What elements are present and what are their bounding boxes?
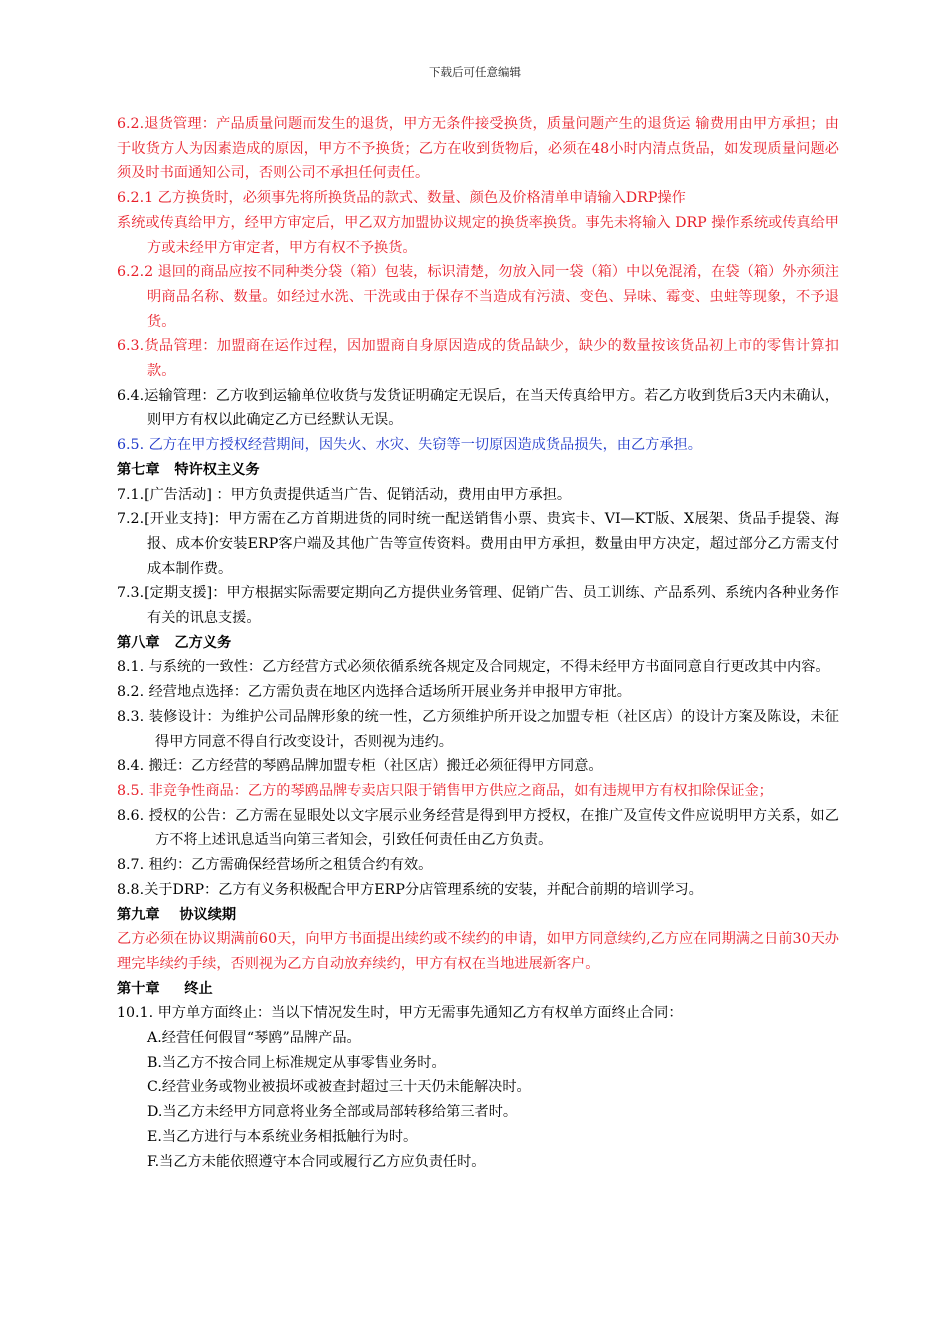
clause-8-4: 8.4. 搬迁：乙方经营的琴鸥品牌加盟专柜（社区店）搬迁必须征得甲方同意。 [117,758,603,775]
clause-8-3: 8.3. 装修设计：为维护公司品牌形象的统一性，乙方须维护所开设之加盟专柜（社区店）的设计方案及陈设，未征得甲方同意不得自行改变设计，否则视为违约。 [117,708,839,750]
clause-8-8: 8.8.关于DRP：乙方有义务积极配合甲方ERP分店管理系统的安装，并配合前期的培训学习。 [117,881,703,898]
clause-7-1: 7.1.[广告活动] ：甲方负责提供适当广告、促销活动，费用由甲方承担。 [117,486,572,503]
list-item: A.经营任何假冒“琴鸥”品牌产品。 [147,1030,361,1047]
list-item: F.当乙方未能依照遵守本合同或履行乙方应负责任时。 [147,1153,486,1170]
clause-8-2: 8.2. 经营地点选择：乙方需负责在地区内选择合适场所开展业务并申报甲方审批。 [117,684,631,701]
clause-7-3: 7.3.[定期支援]：甲方根据实际需要定期向乙方提供业务管理、促销广告、员工训练、产品系列、系统内各种业务作有关的讯息支援。 [117,585,839,627]
list-item: E.当乙方进行与本系统业务相抵触行为时。 [147,1128,418,1145]
chapter-9-heading: 第九章 协议续期 [117,906,237,923]
clause-8-6: 8.6. 授权的公告：乙方需在显眼处以文字展示业务经营是得到甲方授权，在推广及宣传文件应说明甲方关系，如乙方不将上述讯息适当向第三者知会，引致任何责任由乙方负责。 [117,807,839,849]
list-item: C.经营业务或物业被损坏或被查封超过三十天仍未能解决时。 [147,1079,531,1096]
clause-6-5: 6.5. 乙方在甲方授权经营期间，因失火、水灾、失窃等一切原因造成货品损失，由乙方承担。 [117,437,702,454]
page-header: 下载后可任意编辑 [429,65,521,79]
clause-6-4: 6.4.运输管理：乙方收到运输单位收货与发货证明确定无误后，在当天传真给甲方。若乙方收到货后3天内未确认，则甲方有权以此确定乙方已经默认无误。 [117,387,839,429]
chapter-8-heading: 第八章 乙方义务 [117,634,232,651]
clause-7-2: 7.2.[开业支持]：甲方需在乙方首期进货的同时统一配送销售小票、贵宾卡、VI—KT版、X展架、货品手提袋、海报、成本价安装ERP客户端及其他广告等宣传资料。费用由甲方承担，数量由甲方决定，超过部分乙方需支付成本制作费。 [117,511,839,577]
clause-6-2: 6.2.退货管理：产品质量问题而发生的退货，甲方无条件接受换货，质量问题产生的退货运 输费用由甲方承担；由于收货方人为因素造成的原因，甲方不予换货；乙方在收到货物后，必须在48小时内清点货品，如发现质量问题必须及时书面通知公司，否则公司不承担任何责任。 [117,116,839,182]
document-body [117,112,839,1174]
clause-6-3: 6.3.货品管理：加盟商在运作过程，因加盟商自身原因造成的货品缺少，缺少的数量按该货品初上市的零售计算扣款。 [117,338,839,380]
clause-9: 乙方必须在协议期满前60天，向甲方书面提出续约或不续约的申请，如甲方同意续约,乙方应在同期满之日前30天办理完毕续约手续，否则视为乙方自动放弃续约，甲方有权在当地进展新客户。 [117,931,839,972]
clause-8-7: 8.7. 租约：乙方需确保经营场所之租赁合约有效。 [117,857,433,874]
list-item: D.当乙方未经甲方同意将业务全部或局部转移给第三者时。 [147,1104,518,1121]
clause-6-2-1-line2: 系统或传真给甲方，经甲方审定后，甲乙双方加盟协议规定的换货率换货。事先未将输入 DRP 操作系统或传真给甲方或未经甲方审定者，甲方有权不予换货。 [117,214,839,256]
clause-6-2-2: 6.2.2 退回的商品应按不同种类分袋（箱）包装，标识清楚，勿放入同一袋（箱）中以免混淆，在袋（箱）外亦须注明商品名称、数量。如经过水洗、干洗或由于保存不当造成有污渍、变色、异味、霉变、虫蛀等现象，不予退货。 [117,264,839,330]
clause-8-5: 8.5. 非竞争性商品：乙方的琴鸥品牌专卖店只限于销售甲方供应之商品，如有违规甲方有权扣除保证金； [117,782,773,799]
chapter-7-heading: 第七章 特许权主义务 [117,461,260,478]
list-item: B.当乙方不按合同上标准规定从事零售业务时。 [147,1054,446,1071]
clause-10-1: 10.1. 甲方单方面终止：当以下情况发生时，甲方无需事先通知乙方有权单方面终止合同： [117,1005,683,1022]
clause-6-2-1-line1: 6.2.1 乙方换货时，必须事先将所换货品的款式、数量、颜色及价格清单申请输入DRP操作 [117,190,686,207]
chapter-10-heading: 第十章 终止 [117,980,213,997]
clause-8-1: 8.1. 与系统的一致性：乙方经营方式必须依循系统各规定及合同规定，不得未经甲方书面同意自行更改其中内容。 [117,659,830,676]
